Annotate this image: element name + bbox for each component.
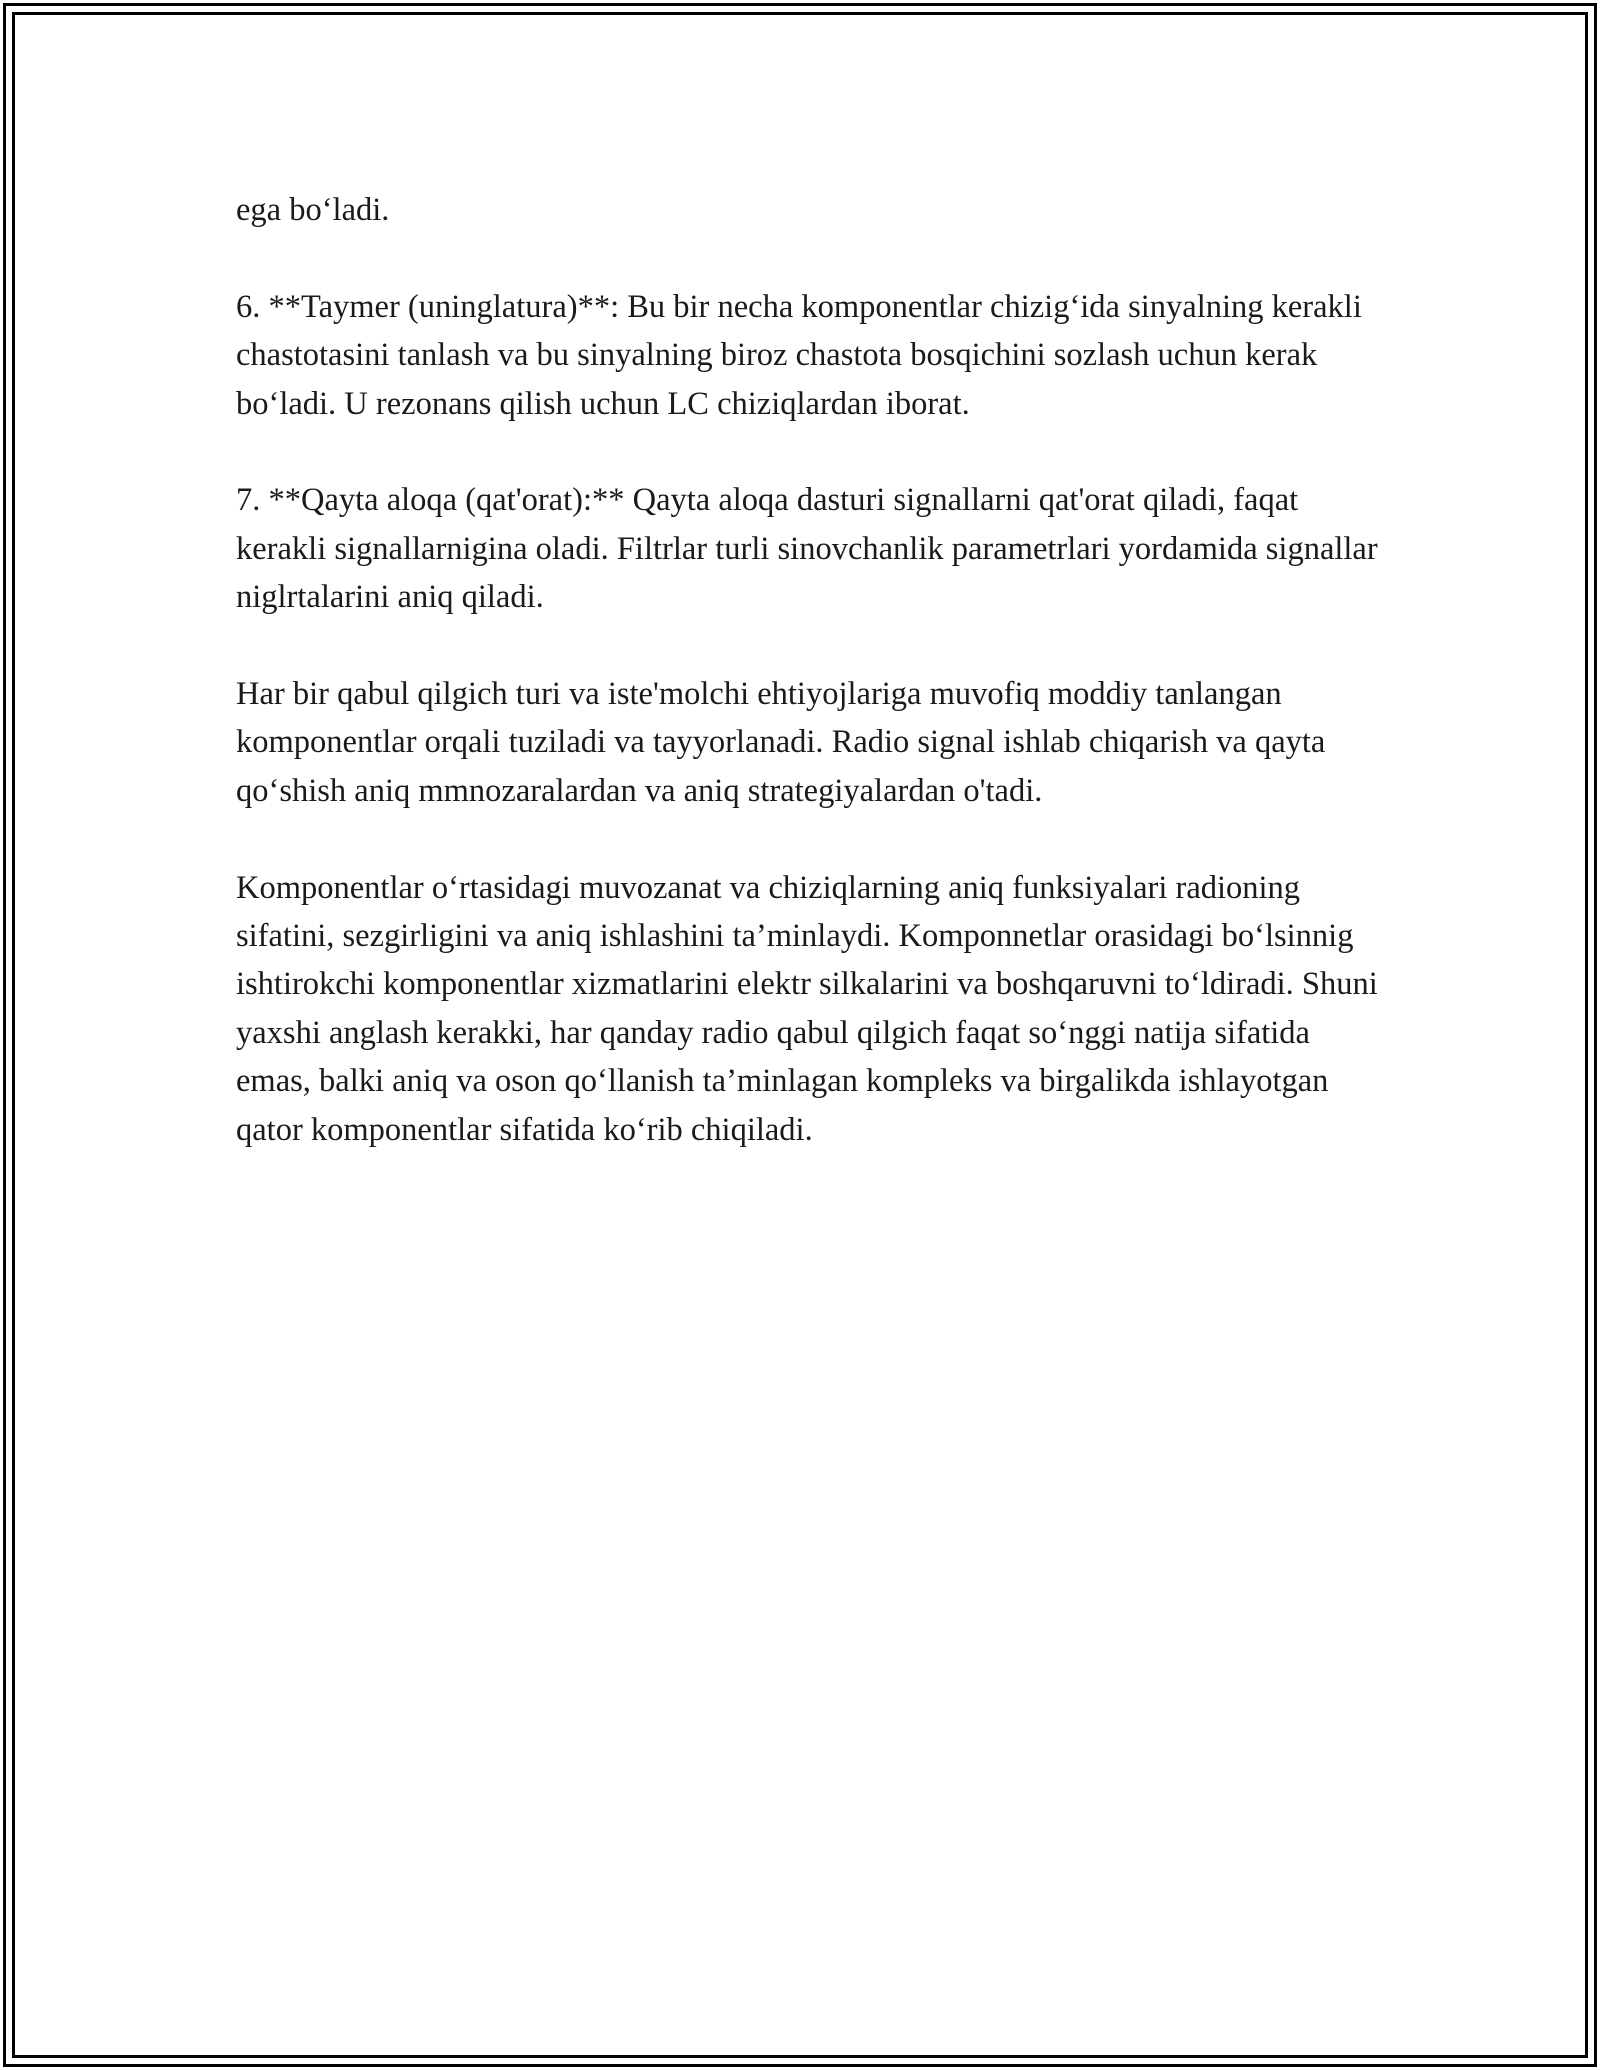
paragraph-component-balance: Komponentlar o‘rtasidagi muvozanat va chiziqlarning aniq funksiyalari radioning sifatini, sezgirligini va aniq ishlashini ta’minlaydi. Komponnetlar orasidagi bo‘lsinnig ishtirokchi komponentlar xizmatlarini elektr silkalarini va boshqaruvni to‘ldiradi. Shuni yaxshi anglash kerakki, har qanday radio qabul qilgich faqat so‘nggi natija sifatida emas, balki aniq va oson qo‘llanish ta’minlagan kompleks va birgalikda ishlayotgan qator komponentlar sifatida ko‘rib chiqiladi. <box>236 869 1378 1148</box>
paragraph-receiver-types: Har bir qabul qilgich turi va iste'molchi ehtiyojlariga muvofiq moddiy tanlangan komponentlar orqali tuziladi va tayyorlanadi. Radio signal ishlab chiqarish va qayta qo‘shish aniq mmnozaralardan va aniq strategiyalardan o'tadi. <box>236 676 1326 809</box>
document-body <box>236 186 1386 1202</box>
paragraph-item-7-qayta-aloqa: 7. **Qayta aloqa (qat'orat):** Qayta aloqa dasturi signallarni qat'orat qiladi, faqat kerakli signallarnigina oladi. Filtrlar turli sinovchanlik parametrlari yordamida signallar niglrtalarini aniq qiladi. <box>236 482 1378 616</box>
paragraph-continuation: ega bo‘ladi. <box>236 192 390 228</box>
paragraph-item-6-taymer: 6. **Taymer (uninglatura)**: Bu bir necha komponentlar chizig‘ida sinyalning kerakli chastotasini tanlash va bu sinyalning biroz chastota bosqichini sozlash uchun kerak bo‘ladi. U rezonans qilish uchun LC chiziqlardan iborat. <box>236 288 1362 422</box>
